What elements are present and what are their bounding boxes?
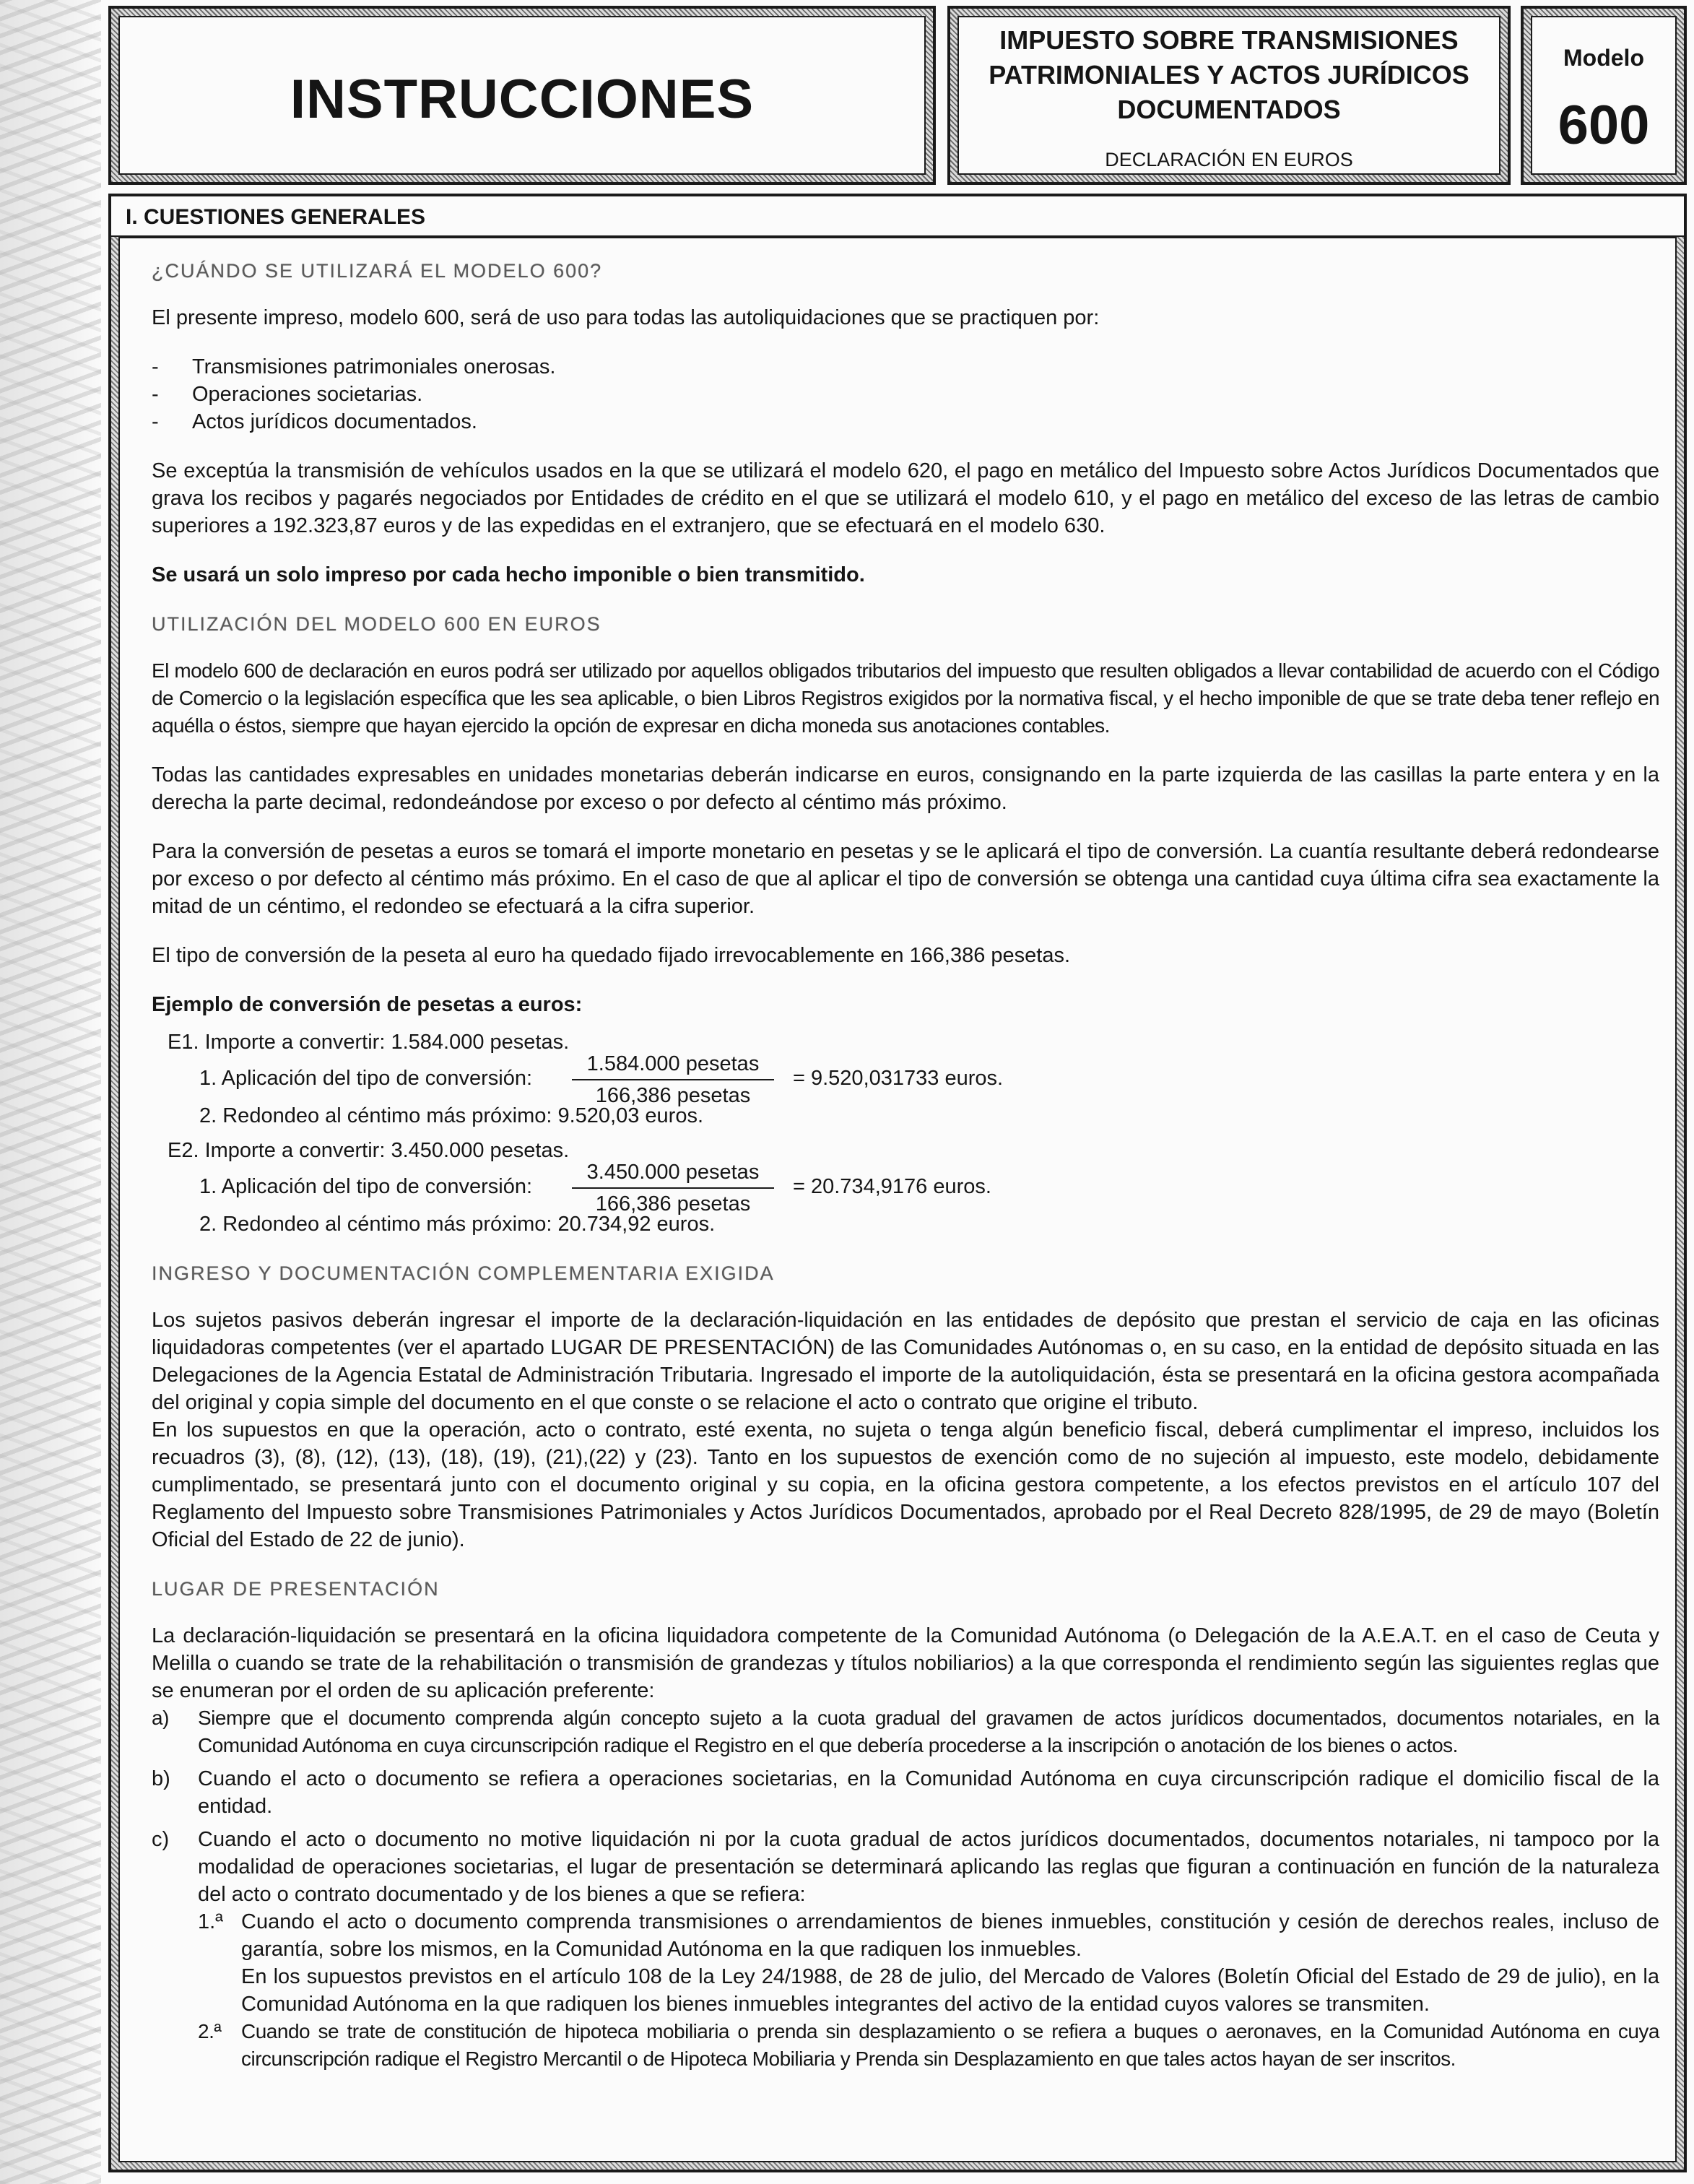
instructions-title: INSTRUCCIONES <box>290 69 755 130</box>
example-head: E1. Importe a convertir: 1.584.000 pesetas. <box>168 1031 570 1054</box>
tax-title-line-2: PATRIMONIALES Y ACTOS JURÍDICOS <box>989 60 1469 90</box>
rule-c-2 <box>198 2018 1659 2073</box>
conversion-paragraph: Para la conversión de pesetas a euros se tomará el importe monetario en pesetas y se le aplicará el tipo de conversión. La cuantía resultante deberá redondearse por exceso o por defecto al céntimo más próximo. En el caso de que al aplicar el tipo de conversión se obtenga una cantidad cuya última cifra sea exactamente la mitad de un céntimo, el redondeo se efectuará a la cifra superior. <box>152 840 1659 918</box>
subheading-euro-usage: UTILIZACIÓN DEL MODELO 600 EN EUROS <box>152 613 601 635</box>
conversion-rate-paragraph: El tipo de conversión de la peseta al euro ha quedado fijado irrevocablemente en 166,386 pesetas. <box>152 944 1071 967</box>
fraction-denominator: 166,386 pesetas <box>595 1192 751 1216</box>
example-title: Ejemplo de conversión de pesetas a euros: <box>152 993 583 1016</box>
tax-title-box <box>947 6 1511 185</box>
fraction-denominator: 166,386 pesetas <box>595 1084 751 1107</box>
general-questions-section <box>108 194 1687 2172</box>
model-number-box <box>1521 6 1687 185</box>
intro-paragraph: El presente impreso, modelo 600, será de uso para todas las autoliquidaciones que se practiquen por: <box>152 306 1100 329</box>
rule-label: c) <box>152 1828 170 1851</box>
fraction-numerator: 1.584.000 pesetas <box>572 1050 774 1080</box>
rule-label: 1.ª <box>198 1910 223 1933</box>
tax-title-line-3: DOCUMENTADOS <box>1117 95 1341 124</box>
rule-text: Cuando el acto o documento comprenda transmisiones o arrendamientos de bienes inmuebles, constitución y cesión de derechos reales, incluso de garantía, sobre los mismos, en la Comunidad Autónoma en la que radiquen los inmuebles. <box>241 1910 1659 1961</box>
filing-rules-list <box>152 1704 1659 2073</box>
rule-text: Siempre que el documento comprenda algún concepto sujeto a la cuota gradual del gravamen de actos jurídicos documentados, documentos notariales, en la Comunidad Autónoma en cuya circunscripción radique el Registro en el que debería procederse a la inscripción o anotación de los bienes o actos. <box>198 1707 1659 1756</box>
rule-c <box>152 1826 1659 2073</box>
subheading-payment-docs: INGRESO Y DOCUMENTACIÓN COMPLEMENTARIA EXIGIDA <box>152 1262 775 1284</box>
rule-text: Cuando se trate de constitución de hipoteca mobiliaria o prenda sin desplazamiento o se refiera a buques o aeronaves, en la Comunidad Autónoma en cuya circunscripción radique el Registro Mercantil o de Hipoteca Mobiliaria y Prenda sin Desplazamiento en que tales actos hayan de ser inscritos. <box>241 2020 1659 2070</box>
rule-text: Cuando el acto o documento se refiera a operaciones societarias, en la Comunidad Autónoma en cuya circunscripción radique el domicilio fiscal de la entidad. <box>198 1767 1659 1818</box>
example-head: E2. Importe a convertir: 3.450.000 pesetas. <box>168 1139 570 1162</box>
conversion-fraction <box>572 1050 774 1109</box>
example-e2 <box>152 1137 1659 1238</box>
example-step2: 2. Redondeo al céntimo más próximo: 9.520,03 euros. <box>199 1104 704 1127</box>
model-number: 600 <box>1558 95 1650 156</box>
example-step1: 1. Aplicación del tipo de conversión: <box>199 1067 533 1090</box>
example-result: = 9.520,031733 euros. <box>793 1067 1004 1090</box>
example-result: = 20.734,9176 euros. <box>793 1175 991 1198</box>
list-item: - Operaciones societarias. <box>152 381 1659 408</box>
currency-subtitle: DECLARACIÓN EN EUROS <box>1105 149 1353 170</box>
exception-paragraph: Se exceptúa la transmisión de vehículos usados en la que se utilizará el modelo 620, el pago en metálico del Impuesto sobre Actos Jurídicos Documentados que grava los recibos y pagarés negociados por Entidades de crédito en el que se utilizará el modelo 610, y el pago en metálico del exceso de las letras de cambio superiores a 192.323,87 euros y de las expedidas en el extranjero, que se efectuará en el modelo 630. <box>152 459 1659 537</box>
list-item: - Transmisiones patrimoniales onerosas. <box>152 353 1659 381</box>
section-body <box>118 237 1677 2162</box>
example-e1 <box>152 1028 1659 1130</box>
amounts-paragraph: Todas las cantidades expresables en unidades monetarias deberán indicarse en euros, consignando en la parte izquierda de las casillas la parte entera y en la derecha la parte decimal, redondeándose por exceso o por defecto al céntimo más próximo. <box>152 763 1659 814</box>
binding-strip <box>0 0 101 2184</box>
filing-intro: La declaración-liquidación se presentará en la oficina liquidadora competente de la Comunidad Autónoma (o Delegación de la A.E.A.T. en el caso de Ceuta y Melilla o cuando se trate de la rehabilitación o transmisión de grandezas y títulos nobiliarios) a la que corresponda el rendimiento según las siguientes reglas que se enumeran por el orden de su aplicación preferente: <box>152 1624 1659 1702</box>
rule-label: a) <box>152 1707 169 1729</box>
rule-label: b) <box>152 1767 170 1790</box>
rule-b <box>152 1765 1659 1820</box>
instructions-header-box <box>108 6 936 185</box>
rule-text-continued: En los supuestos previstos en el artículo 108 de la Ley 24/1988, de 28 de julio, del Mercado de Valores (Boletín Oficial del Estado de 29 de julio), en la Comunidad Autónoma en la que radiquen los bienes inmuebles integrantes del activo de la entidad cuyos valores se transmiten. <box>241 1965 1659 2016</box>
fraction-numerator: 3.450.000 pesetas <box>572 1158 774 1189</box>
list-item: - Actos jurídicos documentados. <box>152 408 1659 436</box>
rule-label: 2.ª <box>198 2020 222 2042</box>
operation-list <box>152 353 1659 436</box>
tax-title-line-1: IMPUESTO SOBRE TRANSMISIONES <box>999 25 1459 55</box>
payment-paragraph: Los sujetos pasivos deberán ingresar el importe de la declaración-liquidación en las entidades de depósito que prestan el servicio de caja en las oficinas liquidadoras competentes (ver el apartado LUGAR DE PRESENTACIÓN) de las Comunidades Autónomas o, en su caso, en la entidad de depósito situada en las Delegaciones de la Agencia Estatal de Administración Tributaria. Ingresado el importe de la autoliquidación, ésta se presentará en la oficina gestora acompañada del original y copia simple del documento en el que conste o se relacione el acto o contrato que origine el tributo. <box>152 1309 1659 1414</box>
euro-usage-paragraph: El modelo 600 de declaración en euros podrá ser utilizado por aquellos obligados tributarios del impuesto que resulten obligados a llevar contabilidad de acuerdo con el Código de Comercio o la legislación específica que les sea aplicable, o bien Libros Registros exigidos por la normativa fiscal, y el hecho imponible de que se trate deba tener reflejo en aquélla o éstos, siempre que hayan ejercido la opción de expresar en dicha moneda sus anotaciones contables. <box>152 659 1659 737</box>
single-form-note: Se usará un solo impreso por cada hecho imponible o bien transmitido. <box>152 563 865 586</box>
subheading-filing-place: LUGAR DE PRESENTACIÓN <box>152 1578 440 1600</box>
subheading-when-used: ¿CUÁNDO SE UTILIZARÁ EL MODELO 600? <box>152 260 603 282</box>
conversion-fraction <box>572 1158 774 1218</box>
rule-text: Cuando el acto o documento no motive liquidación ni por la cuota gradual de actos jurídicos documentados, documentos notariales, ni tampoco por la modalidad de operaciones societarias, el lugar de presentación se determinará aplicando las reglas que figuran a continuación en función de la naturaleza del acto o contrato documentado y de los bienes a que se refiera: <box>198 1828 1659 1906</box>
model-label: Modelo <box>1563 45 1644 71</box>
rule-a <box>152 1704 1659 1759</box>
section-title: I. CUESTIONES GENERALES <box>126 205 426 229</box>
rule-c-1 <box>198 1908 1659 2018</box>
example-step2: 2. Redondeo al céntimo más próximo: 20.734,92 euros. <box>199 1213 716 1236</box>
section-header-bar <box>111 196 1684 237</box>
rule-c-sublist <box>198 1908 1659 2073</box>
exemption-paragraph: En los supuestos en que la operación, acto o contrato, esté exenta, no sujeta o tenga algún beneficio fiscal, deberá cumplimentar el impreso, incluidos los recuadros (3), (8), (12), (13), (18), (19), (21),(22) y (23). Tanto en los supuestos de exención como de no sujeción al impuesto, este modelo, debidamente cumplimentado, se presentará junto con el documento original y su copia, en la oficina gestora competente, a los efectos previstos en el artículo 107 del Reglamento del Impuesto sobre Transmisiones Patrimoniales y Actos Jurídicos Documentados, aprobado por el Real Decreto 828/1995, de 29 de mayo (Boletín Oficial del Estado de 22 de junio). <box>152 1418 1659 1551</box>
example-step1: 1. Aplicación del tipo de conversión: <box>199 1175 533 1198</box>
